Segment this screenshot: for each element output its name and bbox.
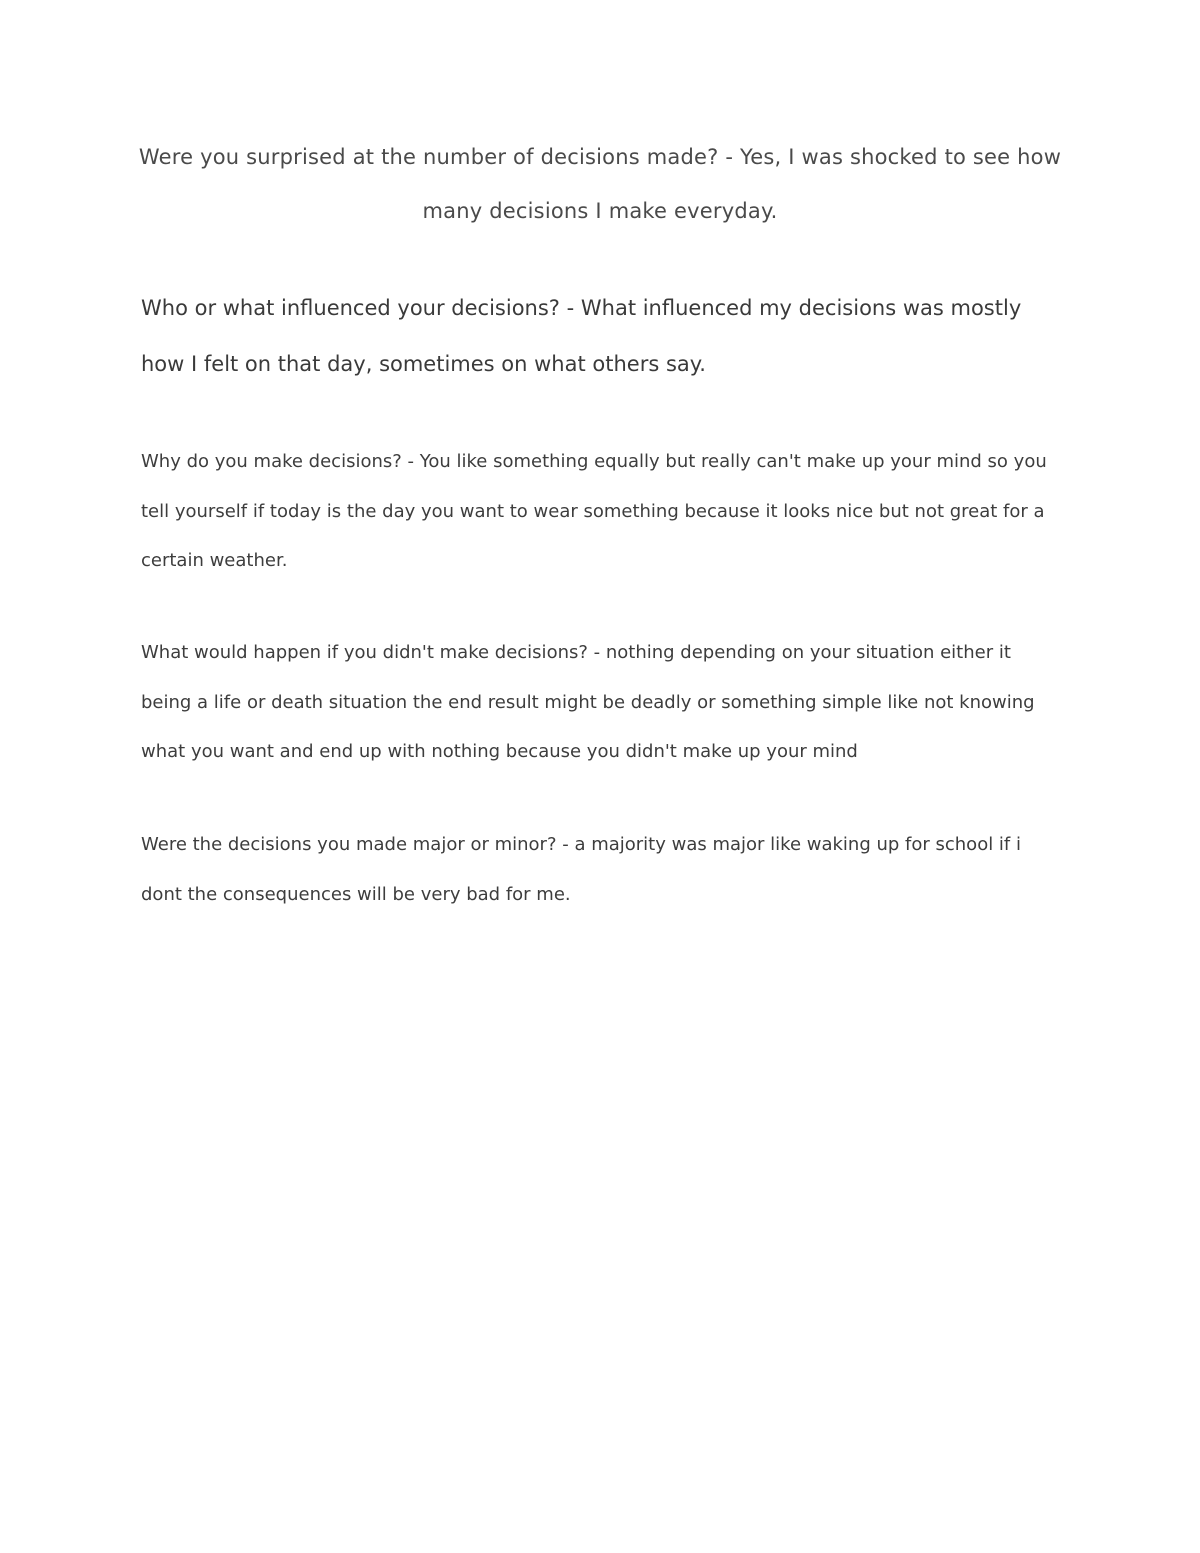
paragraph-what-would-happen-question: What would happen if you didn't make decisions? - nothing depending on your situation either it being a life or death situation the end result might be deadly or something simple like not knowing what you want and end up with nothing because you didn't make up your mind xyxy=(141,642,1035,762)
paragraph-why-question: Why do you make decisions? - You like something equally but really can't make up your mind so you tell yourself if today is the day you want to wear something because it looks nice but not great for a certain weather. xyxy=(141,451,1047,571)
paragraph-major-minor-question: Were the decisions you made major or minor? - a majority was major like waking up for school if i dont the consequences will be very bad for me. xyxy=(141,834,1021,905)
paragraph-influence-question: Who or what influenced your decisions? - What influenced my decisions was mostly how I felt on that day, sometimes on what others say. xyxy=(141,296,1022,376)
paragraph-surprised-question: Were you surprised at the number of decisions made? - Yes, I was shocked to see how many decisions I make everyday. xyxy=(138,145,1062,223)
